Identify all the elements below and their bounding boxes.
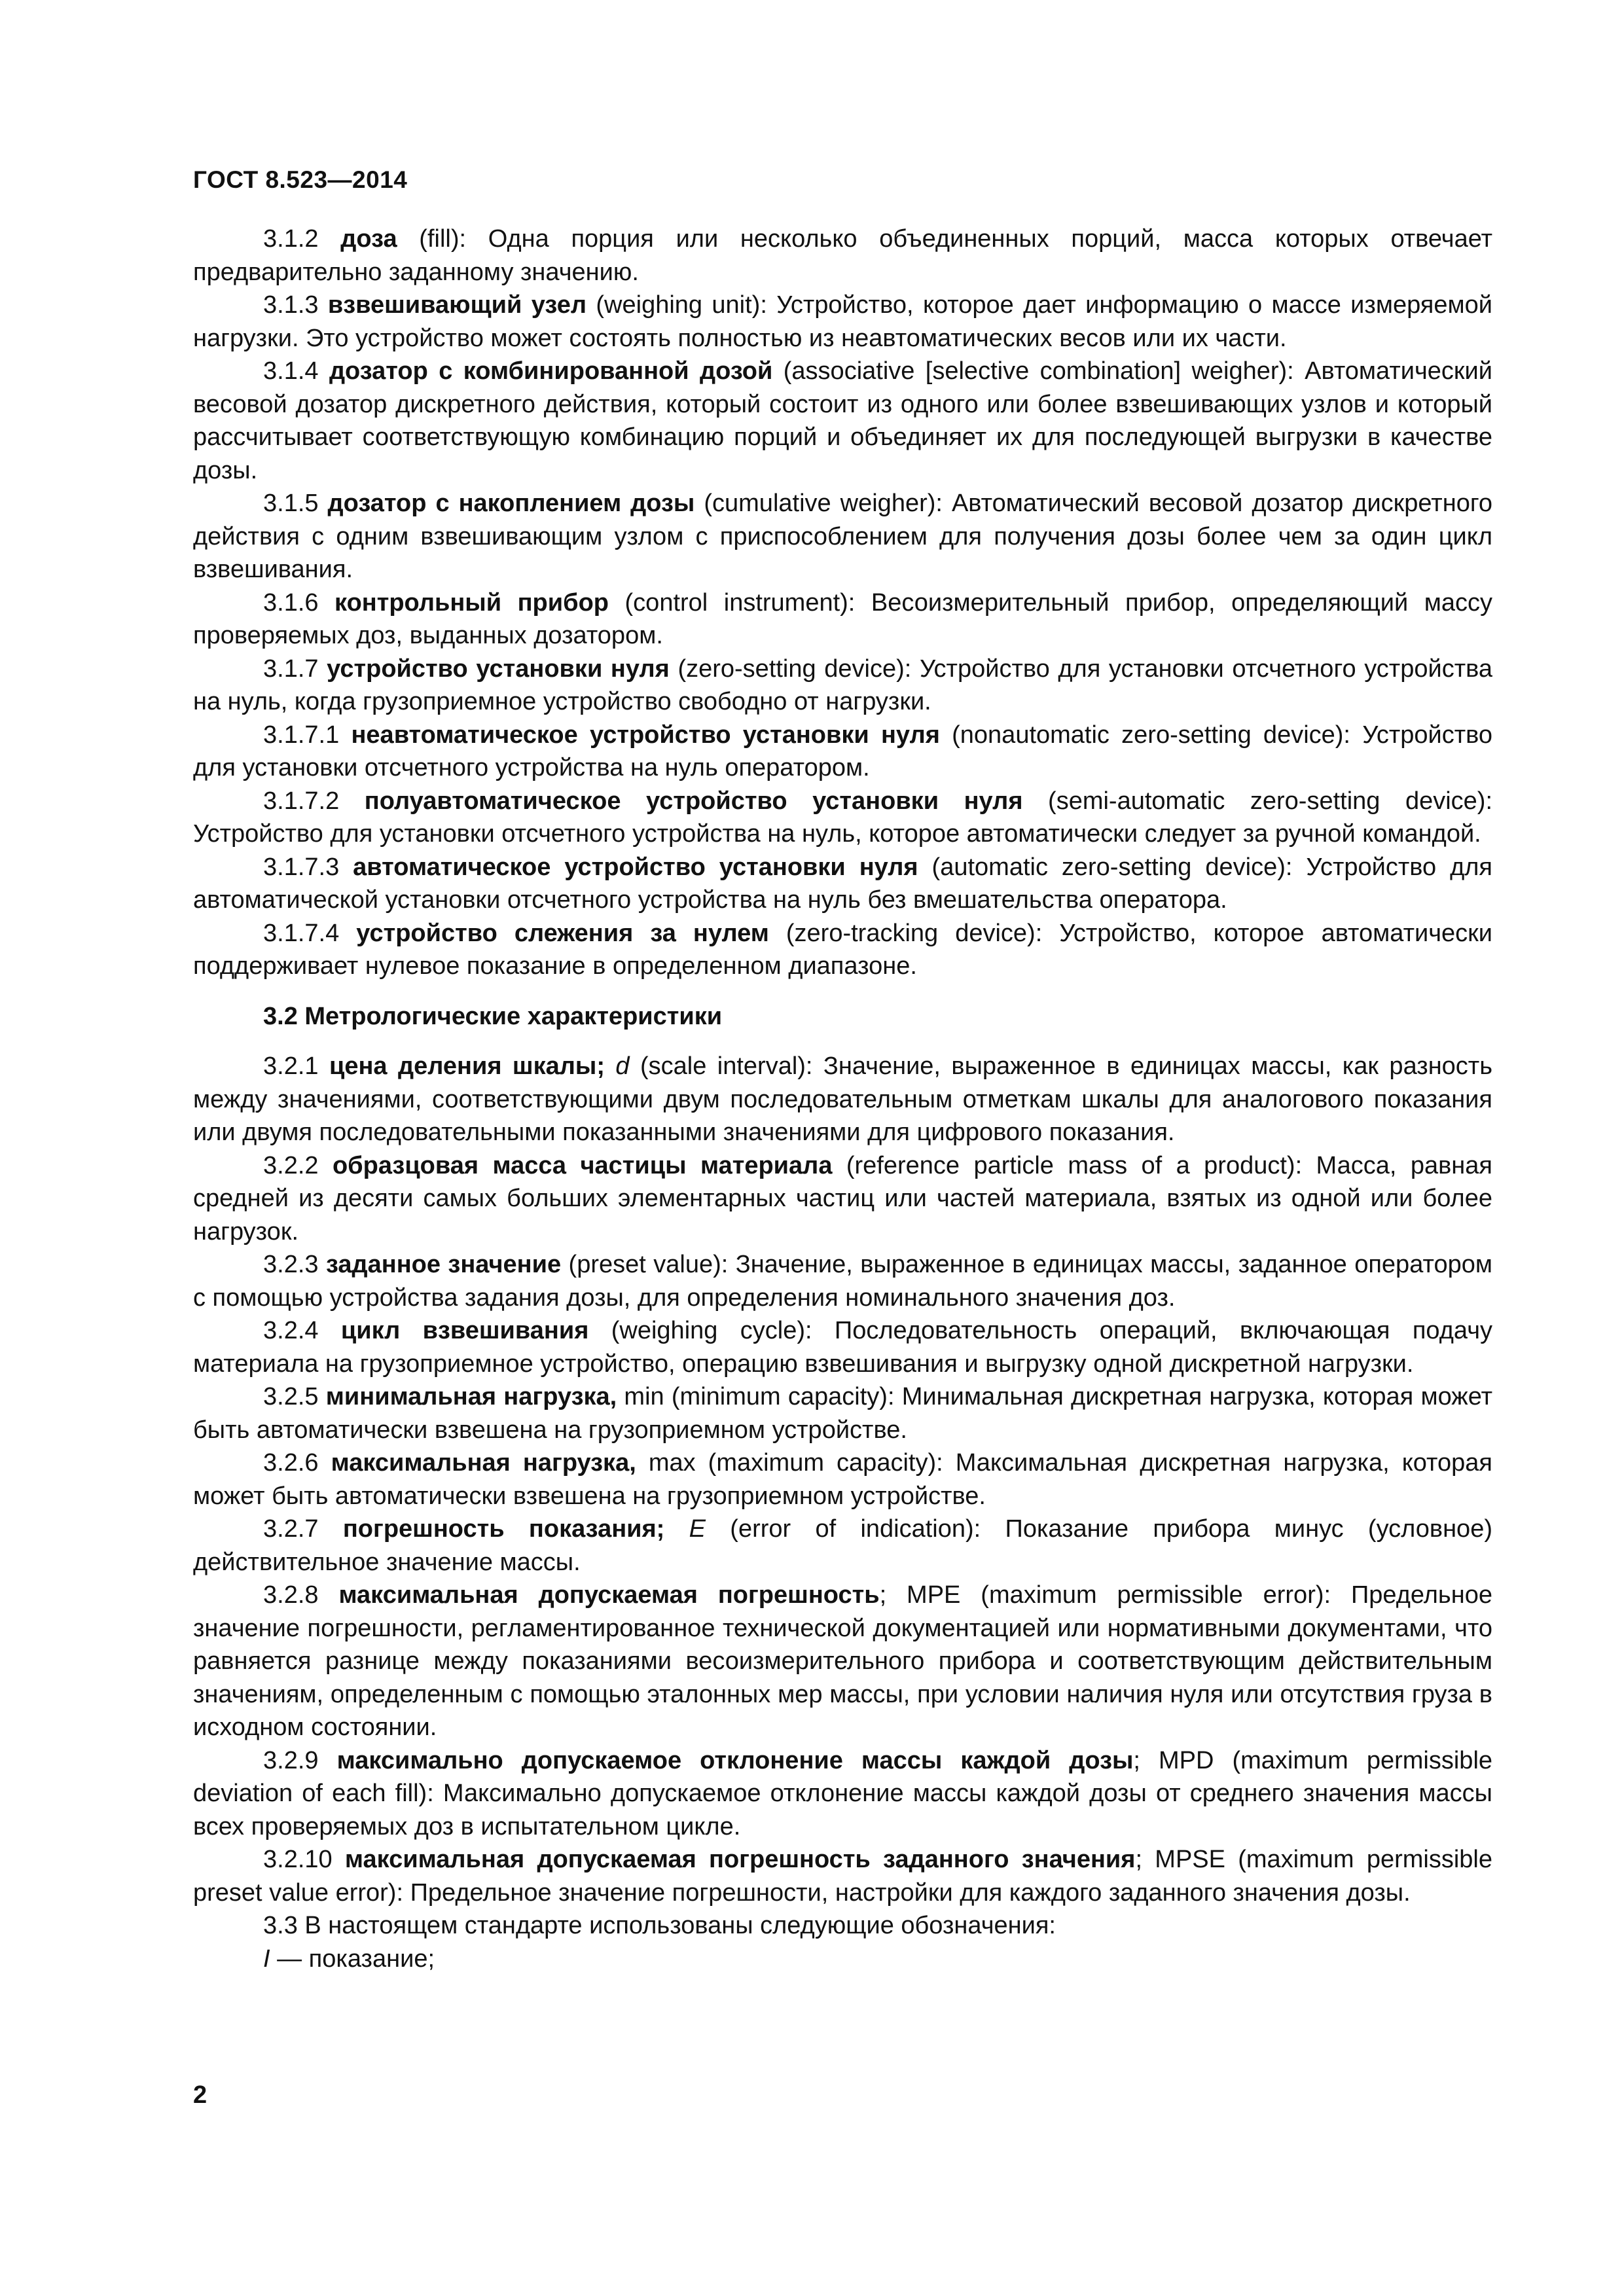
- definition-paragraph: 3.2.3 заданное значение (preset value): Значение, выраженное в единицах массы, заданное оператором с помощью устройства задания дозы, для определения номинального значения доз.: [193, 1251, 1492, 1312]
- definition-paragraph: 3.2.10 максимальная допускаемая погрешность заданного значения; MPSE (maximum permissible preset value error): Предельное значение погрешности, настройки для каждого заданного значения дозы.: [193, 1846, 1493, 1907]
- definition-paragraph: 3.2.8 максимальная допускаемая погрешность; MPE (maximum permissible error): Предельное значение погрешности, регламентированное технической документацией или нормативными документами, что равняется разнице между показаниями весоизмерительного прибора и соответствующим действительным значениям, определенным с помощью эталонных мер массы, при условии наличия нуля или отсутствия груза в исходном состоянии.: [193, 1581, 1492, 1741]
- definition-paragraph: 3.2.2 образцовая масса частицы материала (reference particle mass of a product): Масса, равная средней из десяти самых больших элементарных частиц или частей материала, взятых из одной или более нагрузок.: [193, 1151, 1492, 1246]
- document-body: [193, 223, 1492, 1975]
- definition-paragraph: 3.1.7.3 автоматическое устройство установки нуля (automatic zero-setting device): Устройство для автоматической установки отсчетного устройства на нуль без вмешательства оператора.: [193, 853, 1493, 914]
- section-heading: 3.2 Метрологические характеристики: [263, 1002, 723, 1030]
- definition-paragraph: 3.2.7 погрешность показания; E (error of indication): Показание прибора минус (условное) действительное значение массы.: [193, 1515, 1492, 1576]
- definition-paragraph: 3.1.7 устройство установки нуля (zero-setting device): Устройство для установки отсчетного устройства на нуль, когда грузоприемное устройство свободно от нагрузки.: [193, 655, 1493, 715]
- definition-paragraph: 3.2.6 максимальная нагрузка, max (maximum capacity): Максимальная дискретная нагрузка, которая может быть автоматически взвешена на грузоприемном устройстве.: [193, 1449, 1493, 1510]
- definition-paragraph: 3.1.6 контрольный прибор (control instrument): Весоизмерительный прибор, определяющий массу проверяемых доз, выданных дозатором.: [193, 588, 1492, 649]
- notation-item: I — показание;: [263, 1945, 435, 1973]
- definition-paragraph: 3.1.4 дозатор с комбинированной дозой (associative [selective combination] weigher): Автоматический весовой дозатор дискретного действия, который состоит из одного или более взвешивающих узлов и который рассчитывает соответствующую комбинацию порций и объединяет их для последующей выгрузки в качестве дозы.: [193, 357, 1492, 484]
- definition-paragraph: 3.1.2 доза (fill): Одна порция или несколько объединенных порций, масса которых отвечает предварительно заданному значению.: [193, 225, 1492, 286]
- definition-paragraph: 3.1.3 взвешивающий узел (weighing unit): Устройство, которое дает информацию о массе измеряемой нагрузки. Это устройство может состоять полностью из неавтоматических весов или их части.: [193, 291, 1492, 352]
- standard-header: ГОСТ 8.523—2014: [193, 166, 408, 193]
- notation-intro: 3.3 В настоящем стандарте использованы следующие обозначения:: [263, 1912, 1056, 1939]
- definition-paragraph: 3.1.7.1 неавтоматическое устройство установки нуля (nonautomatic zero-setting device): Устройство для установки отсчетного устройства на нуль оператором.: [193, 721, 1493, 781]
- definition-paragraph: 3.2.5 минимальная нагрузка, min (minimum capacity): Минимальная дискретная нагрузка, которая может быть автоматически взвешена на грузоприемном устройстве.: [193, 1383, 1492, 1444]
- definition-paragraph: 3.2.4 цикл взвешивания (weighing cycle): Последовательность операций, включающая подачу материала на грузоприемное устройство, операцию взвешивания и выгрузку одной дискретной нагрузки.: [193, 1317, 1492, 1378]
- page-number: 2: [193, 2081, 208, 2109]
- definition-paragraph: 3.1.7.2 полуавтоматическое устройство установки нуля (semi-automatic zero-setting device): Устройство для установки отсчетного устройства на нуль, которое автоматически следует за ручной командой.: [193, 787, 1492, 848]
- definition-paragraph: 3.2.9 максимально допускаемое отклонение массы каждой дозы; MPD (maximum permissible deviation of each fill): Максимально допускаемое отклонение массы каждой дозы от среднего значения массы всех проверяемых доз в испытательном цикле.: [193, 1746, 1493, 1840]
- definition-paragraph: 3.1.7.4 устройство слежения за нулем (zero-tracking device): Устройство, которое автоматически поддерживает нулевое показание в определенном диапазоне.: [193, 919, 1493, 980]
- definition-paragraph: 3.2.1 цена деления шкалы; d (scale interval): Значение, выраженное в единицах массы, как разность между значениями, соответствующими двум последовательным отметкам шкалы для аналогового показания или двумя последовательными показанными значениями для цифрового показания.: [193, 1052, 1493, 1146]
- definition-paragraph: 3.1.5 дозатор с накоплением дозы (cumulative weigher): Автоматический весовой дозатор дискретного действия с одним взвешивающим узлом с приспособлением для получения дозы более чем за один цикл взвешивания.: [193, 490, 1492, 583]
